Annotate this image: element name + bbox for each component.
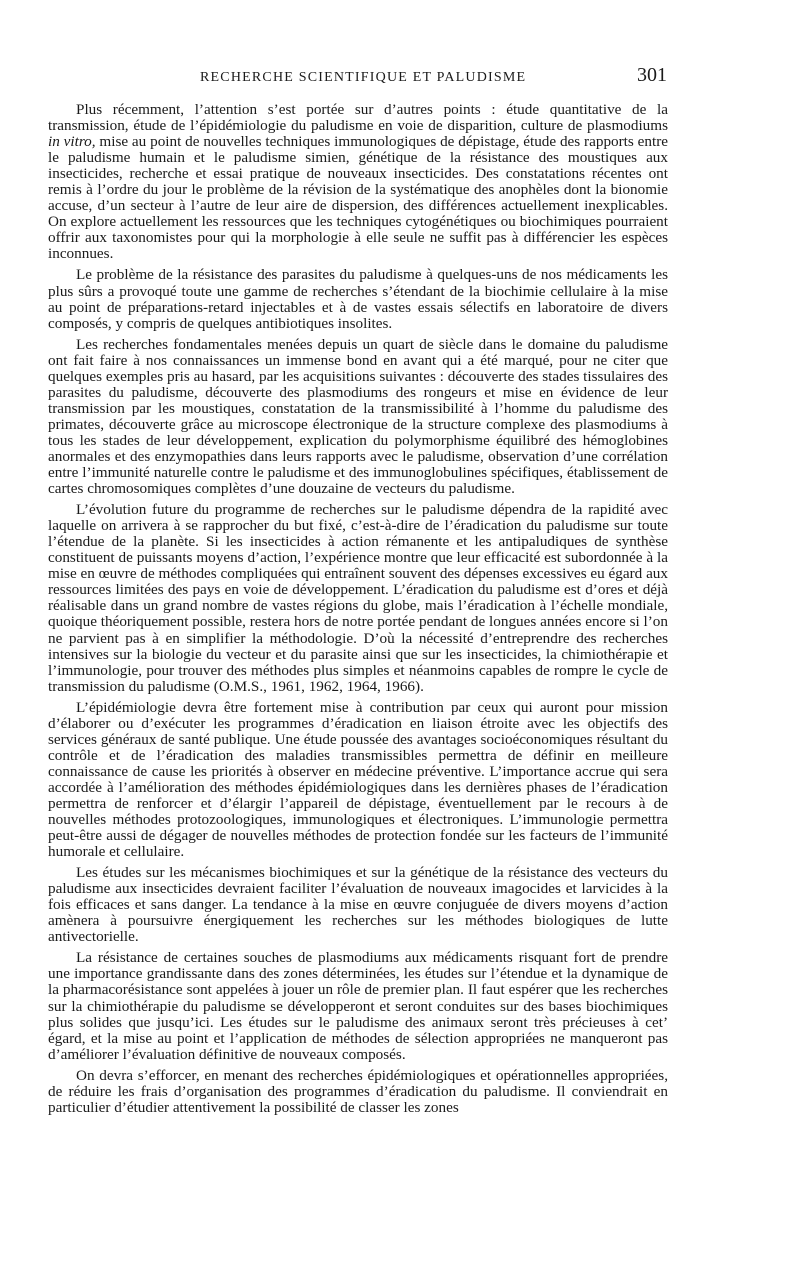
running-title: RECHERCHE SCIENTIFIQUE ET PALUDISME [200,70,527,85]
paragraph: Les études sur les mécanismes biochimiques et sur la génétique de la résistance des vecteurs du paludisme aux insecticides devraient faciliter l’évaluation de nouveaux imagocides et larvicides à la fois efficaces et sans danger. La tendance à la mise en œuvre conjuguée de divers moyens d’action amènera à poursuivre énergiquement les recherches sur les méthodes biologiques de lutte antivectorielle. [48,864,668,946]
paragraph: L’évolution future du programme de recherches sur le paludisme dépendra de la rapidité avec laquelle on arrivera à se rapprocher du but fixé, c’est-à-dire de l’éradication du paludisme sur toute l’étendue de la planète. Si les insecticides à action rémanente et les antipaludiques de synthèse constituent de puissants moyens d’action, l’expérience montre que leur efficacité est subordonnée à la mise en œuvre de méthodes compliquées qui entraînent souvent des dépenses excessives eu égard aux ressources limitées des pays en voie de développement. L’éradication du paludisme est d’ores et déjà réalisable dans un grand nombre de vastes régions du globe, mais l’éradication à l’échelle mondiale, quoique théoriquement possible, restera hors de notre portée pendant de longues années encore si l’on ne parvient pas à en simplifier la méthodologie. D’où la nécessité d’entreprendre des recherches intensives sur la biologie du vecteur et du parasite ainsi que sur les insecticides, la chimiothérapie et l’immunologie, pour trouver des méthodes plus simples et néanmoins capables de rompre le cycle de transmission du paludisme (O.M.S., 1961, 1962, 1964, 1966). [48,501,668,695]
paragraph: On devra s’efforcer, en menant des recherches épidémiologiques et opérationnelles appropriées, de réduire les frais d’organisation des programmes d’éradication du paludisme. Il conviendrait en particulier d’étudier attentivement la possibilité de classer les zones [48,1066,668,1116]
paragraph: La résistance de certaines souches de plasmodiums aux médicaments risquant fort de prendre une importance grandissante dans des zones déterminées, les études sur l’étendue et la dynamique de la pharmacorésistance sont appelées à jouer un rôle de premier plan. Il faut espérer que les recherches sur la chimiothérapie du paludisme se développeront et seront conduites sur des bases biochimiques plus solides que jusqu’ici. Les études sur le paludisme des animaux seront très précieuses à cet’ égard, et la mise au point et l’application de méthodes de sélection appropriées ne manqueront pas d’améliorer l’évaluation définitive de nouveaux composés. [48,949,668,1063]
body-text [48,102,668,1116]
page-number: 301 [637,64,667,86]
paragraph: Le problème de la résistance des parasites du paludisme à quelques-uns de nos médicaments les plus sûrs a provoqué toute une gamme de recherches s’étendant de la biochimie cellulaire à la mise au point de préparations-retard injectables et à de vastes essais sélectifs en laboratoire de divers composés, y compris de quelques antibiotiques insolites. [48,266,668,332]
italic-term: in vitro, [48,133,96,151]
paragraph [48,102,668,262]
page-header [48,64,667,94]
paragraph-text-start: Plus récemment, l’attention s’est portée sur d’autres points : étude quantitative de la transmission, étude de l’épidémiologie du paludisme en voie de disparition, culture de plasmodiums [48,101,668,135]
paragraph: Les recherches fondamentales menées depuis un quart de siècle dans le domaine du paludisme ont fait faire à nos connaissances un immense bond en avant qui a été marqué, pour ne citer que quelques exemples pris au hasard, par les acquisitions suivantes : découverte des stades tissulaires des parasites du paludisme, découverte des plasmodiums des rongeurs et mise en évidence de leur transmission par les moustiques, constatation de la transmissibilité à l’homme du paludisme des primates, découverte grâce au microscope électronique de la structure complexe des plasmodiums à tous les stades de leur développement, explication du polymorphisme équilibré des hémoglobines anormales et des enzymopathies dans leurs rapports avec le paludisme, observation d’une corrélation entre l’immunité naturelle contre le paludisme et des immunoglobulines spécifiques, établissement de cartes chromosomiques complètes d’une douzaine de vecteurs du paludisme. [48,335,668,498]
paragraph-text-end: mise au point de nouvelles techniques immunologiques de dépistage, étude des rapports entre le paludisme humain et le paludisme simien, génétique de la résistance des moustiques aux insecticides, recherche et essai pratique de nouveaux insecticides. Des constatations récentes ont remis à l’ordre du jour le problème de la révision de la systématique des anophèles dont la bionomie accuse, d’un secteur à l’autre de leur aire de dispersion, des différences actuellement inexplicables. On explore actuellement les ressources que les techniques cytogénétiques ou biochimiques pourraient offrir aux taxonomistes pour qui la morphologie à elle seule ne suffit pas à différencier les espèces inconnues. [48,133,669,263]
paragraph: L’épidémiologie devra être fortement mise à contribution par ceux qui auront pour mission d’élaborer ou d’exécuter les programmes d’éradication en liaison étroite avec les objectifs des services généraux de santé publique. Une étude poussée des avantages socioéconomiques résultant du contrôle et de l’éradication des maladies transmissibles permettra de définir en meilleure connaissance de cause les priorités à observer en médecine préventive. L’importance accrue qui sera accordée à l’amélioration des méthodes épidémiologiques dans les dernières phases de l’éradication permettra de renforcer et d’élargir l’appareil de dépistage, éventuellement par le recours à de nouvelles méthodes protozoologiques, immunologiques et électroniques. L’immunologie permettra peut-être aussi de dégager de nouvelles méthodes de protection fondée sur les facteurs de l’immunité humorale et cellulaire. [48,698,668,861]
